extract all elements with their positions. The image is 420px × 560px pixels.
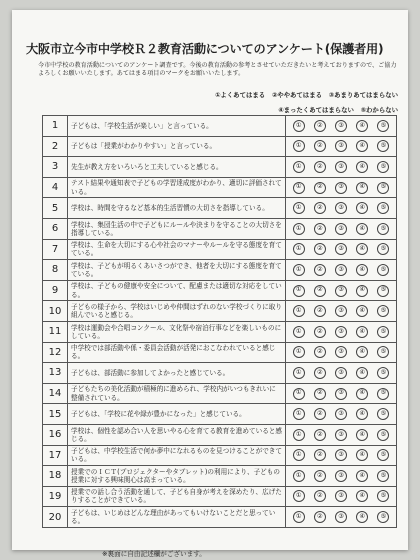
answer-option-5[interactable]: ⑤ xyxy=(377,367,389,379)
answer-option-4[interactable]: ④ xyxy=(356,429,368,441)
answer-option-4[interactable]: ④ xyxy=(356,223,368,235)
question-text: 学校は、生命を大切にする心や社会のマナーやルールを守る態度を育てている。 xyxy=(68,240,286,260)
question-text: 子どもは、「学校生活が楽しい」と言っている。 xyxy=(68,116,286,136)
question-row xyxy=(43,446,397,467)
question-row xyxy=(43,404,397,425)
question-row xyxy=(43,198,397,219)
answer-option-4[interactable]: ④ xyxy=(356,367,368,379)
answer-option-4[interactable]: ④ xyxy=(356,264,368,276)
answer-option-4[interactable]: ④ xyxy=(356,408,368,420)
question-table xyxy=(42,115,397,528)
question-text: 子どもは、中学校生活で何か夢中になれるものを見つけることができている。 xyxy=(68,446,286,466)
answer-options xyxy=(286,466,396,486)
legend-option-1: ①よくあてはまる xyxy=(214,91,266,99)
question-number: 16 xyxy=(43,425,68,445)
answer-options xyxy=(286,446,396,466)
answer-option-2[interactable]: ② xyxy=(314,449,326,461)
question-text: 中学校では部活動や係・委員会活動が活発におこなわれていると感じる。 xyxy=(68,343,286,363)
answer-option-2[interactable]: ② xyxy=(314,490,326,502)
answer-option-1[interactable]: ① xyxy=(293,264,305,276)
question-row xyxy=(43,322,397,343)
answer-options xyxy=(286,363,396,383)
answer-option-4[interactable]: ④ xyxy=(356,511,368,523)
answer-option-2[interactable]: ② xyxy=(314,202,326,214)
survey-intro: 今市中学校の教育活動についてのアンケート調査です。今後の教育活動の参考とさせていただきたいと考えておりますので、ご協力よろしくお願いいたします。あてはまる項目のマークをお願いいたします。 xyxy=(38,62,397,78)
answer-option-1[interactable]: ① xyxy=(293,429,305,441)
answer-options xyxy=(286,384,396,404)
answer-option-2[interactable]: ② xyxy=(314,223,326,235)
answer-option-2[interactable]: ② xyxy=(314,264,326,276)
answer-option-5[interactable]: ⑤ xyxy=(377,490,389,502)
question-number: 8 xyxy=(43,260,68,280)
question-text: 学校は、個性を認め合い人を思いやる心を育てる教育を進めていると感じる。 xyxy=(68,425,286,445)
legend-option-4: ④まったくあてはまらない xyxy=(278,106,354,114)
question-text: 授業での話し合う活動を通して、子ども自身が考えを深めたり、広げたりすることができている。 xyxy=(68,487,286,507)
answer-option-3[interactable]: ③ xyxy=(335,470,347,482)
question-row xyxy=(43,137,397,158)
answer-option-2[interactable]: ② xyxy=(314,511,326,523)
answer-options xyxy=(286,219,396,239)
question-row xyxy=(43,343,397,364)
answer-option-4[interactable]: ④ xyxy=(356,285,368,297)
question-text: 学校は、集団生活の中で子どもにルールや決まりを守ることの大切さを指導している。 xyxy=(68,219,286,239)
answer-option-5[interactable]: ⑤ xyxy=(377,264,389,276)
question-row xyxy=(43,466,397,487)
answer-option-5[interactable]: ⑤ xyxy=(377,449,389,461)
answer-option-3[interactable]: ③ xyxy=(335,243,347,255)
question-text: 学校は運動会や合唱コンクール、文化祭や宿泊行事などを楽しいものにしている。 xyxy=(68,322,286,342)
answer-options xyxy=(286,198,396,218)
answer-option-2[interactable]: ② xyxy=(314,367,326,379)
answer-legend-line-1 xyxy=(38,90,398,99)
answer-option-5[interactable]: ⑤ xyxy=(377,388,389,400)
question-number: 12 xyxy=(43,343,68,363)
answer-option-3[interactable]: ③ xyxy=(335,202,347,214)
answer-option-5[interactable]: ⑤ xyxy=(377,223,389,235)
answer-option-4[interactable]: ④ xyxy=(356,470,368,482)
answer-option-4[interactable]: ④ xyxy=(356,243,368,255)
answer-option-1[interactable]: ① xyxy=(293,490,305,502)
legend-option-2: ②ややあてはまる xyxy=(271,91,322,99)
question-text: 子どもは「授業がわかりやすい」と言っている。 xyxy=(68,137,286,157)
answer-option-1[interactable]: ① xyxy=(293,388,305,400)
answer-options xyxy=(286,425,396,445)
answer-option-1[interactable]: ① xyxy=(293,161,305,173)
answer-option-3[interactable]: ③ xyxy=(335,449,347,461)
question-number: 4 xyxy=(43,178,68,198)
question-row xyxy=(43,157,397,178)
footer-note: ※裏面に自由記述欄がございます。 xyxy=(102,550,206,558)
answer-option-4[interactable]: ④ xyxy=(356,305,368,317)
answer-legend-line-2 xyxy=(38,105,398,114)
answer-option-5[interactable]: ⑤ xyxy=(377,202,389,214)
answer-option-3[interactable]: ③ xyxy=(335,408,347,420)
question-row xyxy=(43,240,397,261)
answer-option-5[interactable]: ⑤ xyxy=(377,305,389,317)
answer-option-1[interactable]: ① xyxy=(293,140,305,152)
answer-option-2[interactable]: ② xyxy=(314,470,326,482)
question-text: 子どもは、いじめはどんな理由があってもいけないことだと思っている。 xyxy=(68,507,286,527)
answer-option-5[interactable]: ⑤ xyxy=(377,346,389,358)
question-number: 15 xyxy=(43,404,68,424)
question-row xyxy=(43,425,397,446)
answer-option-2[interactable]: ② xyxy=(314,243,326,255)
answer-option-3[interactable]: ③ xyxy=(335,346,347,358)
question-number: 10 xyxy=(43,301,68,321)
answer-option-1[interactable]: ① xyxy=(293,346,305,358)
answer-options xyxy=(286,281,396,301)
question-number: 5 xyxy=(43,198,68,218)
question-number: 7 xyxy=(43,240,68,260)
answer-option-4[interactable]: ④ xyxy=(356,140,368,152)
answer-option-4[interactable]: ④ xyxy=(356,346,368,358)
answer-option-5[interactable]: ⑤ xyxy=(377,182,389,194)
answer-option-1[interactable]: ① xyxy=(293,182,305,194)
answer-option-2[interactable]: ② xyxy=(314,140,326,152)
question-row xyxy=(43,384,397,405)
answer-option-1[interactable]: ① xyxy=(293,285,305,297)
answer-option-2[interactable]: ② xyxy=(314,120,326,132)
answer-options xyxy=(286,322,396,342)
answer-option-5[interactable]: ⑤ xyxy=(377,161,389,173)
answer-option-2[interactable]: ② xyxy=(314,326,326,338)
question-number: 18 xyxy=(43,466,68,486)
question-number: 6 xyxy=(43,219,68,239)
question-row xyxy=(43,260,397,281)
answer-options xyxy=(286,487,396,507)
answer-option-2[interactable]: ② xyxy=(314,161,326,173)
survey-title: 大阪市立今市中学校Ｒ２教育活動についてのアンケート(保護者用) xyxy=(26,42,384,56)
answer-options xyxy=(286,343,396,363)
answer-option-1[interactable]: ① xyxy=(293,367,305,379)
answer-option-3[interactable]: ③ xyxy=(335,511,347,523)
answer-option-4[interactable]: ④ xyxy=(356,120,368,132)
answer-options xyxy=(286,178,396,198)
legend-option-3: ③あまりあてはまらない xyxy=(328,91,398,99)
answer-option-3[interactable]: ③ xyxy=(335,120,347,132)
answer-options xyxy=(286,301,396,321)
answer-options xyxy=(286,116,396,136)
answer-option-4[interactable]: ④ xyxy=(356,388,368,400)
answer-option-1[interactable]: ① xyxy=(293,202,305,214)
answer-options xyxy=(286,507,396,527)
answer-option-2[interactable]: ② xyxy=(314,429,326,441)
answer-options xyxy=(286,260,396,280)
answer-option-1[interactable]: ① xyxy=(293,408,305,420)
answer-option-5[interactable]: ⑤ xyxy=(377,429,389,441)
answer-options xyxy=(286,240,396,260)
question-text: 子どもは、「学校に花や緑が豊かになった」と感じている。 xyxy=(68,404,286,424)
answer-option-3[interactable]: ③ xyxy=(335,223,347,235)
survey-sheet xyxy=(12,10,408,558)
question-row xyxy=(43,363,397,384)
answer-option-2[interactable]: ② xyxy=(314,346,326,358)
answer-option-1[interactable]: ① xyxy=(293,120,305,132)
question-number: 13 xyxy=(43,363,68,383)
question-text: 授業でのＩＣＴ(プロジェクターやタブレット)の利用により、子どもの授業に対する興味関心は高まっている。 xyxy=(68,466,286,486)
answer-option-1[interactable]: ① xyxy=(293,326,305,338)
answer-option-5[interactable]: ⑤ xyxy=(377,511,389,523)
question-row xyxy=(43,116,397,137)
answer-option-5[interactable]: ⑤ xyxy=(377,470,389,482)
answer-option-2[interactable]: ② xyxy=(314,388,326,400)
answer-option-4[interactable]: ④ xyxy=(356,161,368,173)
question-text: 学校は、時間を守るなど基本的生活習慣の大切さを指導している。 xyxy=(68,198,286,218)
question-text: 子どもは、部活動に参加してよかったと感じている。 xyxy=(68,363,286,383)
answer-option-4[interactable]: ④ xyxy=(356,202,368,214)
answer-option-1[interactable]: ① xyxy=(293,305,305,317)
question-number: 20 xyxy=(43,507,68,527)
answer-option-1[interactable]: ① xyxy=(293,223,305,235)
question-number: 14 xyxy=(43,384,68,404)
question-number: 1 xyxy=(43,116,68,136)
question-row xyxy=(43,281,397,302)
answer-options xyxy=(286,137,396,157)
answer-options xyxy=(286,157,396,177)
question-row xyxy=(43,487,397,508)
answer-option-1[interactable]: ① xyxy=(293,511,305,523)
question-text: 学校は、子どもの健康や安全について、配慮または適切な対応をしている。 xyxy=(68,281,286,301)
answer-option-5[interactable]: ⑤ xyxy=(377,140,389,152)
answer-option-1[interactable]: ① xyxy=(293,470,305,482)
answer-option-5[interactable]: ⑤ xyxy=(377,408,389,420)
answer-option-3[interactable]: ③ xyxy=(335,490,347,502)
question-number: 2 xyxy=(43,137,68,157)
answer-option-3[interactable]: ③ xyxy=(335,305,347,317)
answer-option-2[interactable]: ② xyxy=(314,285,326,297)
question-number: 11 xyxy=(43,322,68,342)
answer-option-5[interactable]: ⑤ xyxy=(377,285,389,297)
question-number: 3 xyxy=(43,157,68,177)
answer-options xyxy=(286,404,396,424)
legend-option-5: ⑤わからない xyxy=(360,106,398,114)
question-row xyxy=(43,301,397,322)
answer-option-3[interactable]: ③ xyxy=(335,285,347,297)
question-row xyxy=(43,178,397,199)
question-text: 子どもの様子から、学校はいじめや仲間はずれのない学校づくりに取り組んでいると感じる。 xyxy=(68,301,286,321)
answer-option-2[interactable]: ② xyxy=(314,182,326,194)
answer-option-3[interactable]: ③ xyxy=(335,388,347,400)
answer-option-2[interactable]: ② xyxy=(314,408,326,420)
question-row xyxy=(43,507,397,528)
answer-option-3[interactable]: ③ xyxy=(335,429,347,441)
answer-option-5[interactable]: ⑤ xyxy=(377,326,389,338)
answer-option-5[interactable]: ⑤ xyxy=(377,243,389,255)
question-text: 学校は、子どもが明るくあいさつができ、他者を大切にする態度を育てている。 xyxy=(68,260,286,280)
answer-option-3[interactable]: ③ xyxy=(335,140,347,152)
answer-option-4[interactable]: ④ xyxy=(356,490,368,502)
answer-option-5[interactable]: ⑤ xyxy=(377,120,389,132)
question-row xyxy=(43,219,397,240)
answer-option-1[interactable]: ① xyxy=(293,243,305,255)
answer-option-3[interactable]: ③ xyxy=(335,161,347,173)
answer-option-3[interactable]: ③ xyxy=(335,367,347,379)
question-number: 19 xyxy=(43,487,68,507)
question-text: 子どもたちの美化活動が積極的に進められ、学校内がいつもきれいに整備されている。 xyxy=(68,384,286,404)
question-text: テスト結果や通知表で子どもの学習達成度がわかり、適切に評価されている。 xyxy=(68,178,286,198)
answer-option-1[interactable]: ① xyxy=(293,449,305,461)
answer-option-4[interactable]: ④ xyxy=(356,449,368,461)
question-text: 先生が教え方をいろいろと工夫していると感じる。 xyxy=(68,157,286,177)
question-number: 9 xyxy=(43,281,68,301)
answer-option-2[interactable]: ② xyxy=(314,305,326,317)
answer-option-4[interactable]: ④ xyxy=(356,182,368,194)
answer-option-4[interactable]: ④ xyxy=(356,326,368,338)
question-number: 17 xyxy=(43,446,68,466)
answer-option-3[interactable]: ③ xyxy=(335,264,347,276)
answer-option-3[interactable]: ③ xyxy=(335,326,347,338)
answer-option-3[interactable]: ③ xyxy=(335,182,347,194)
